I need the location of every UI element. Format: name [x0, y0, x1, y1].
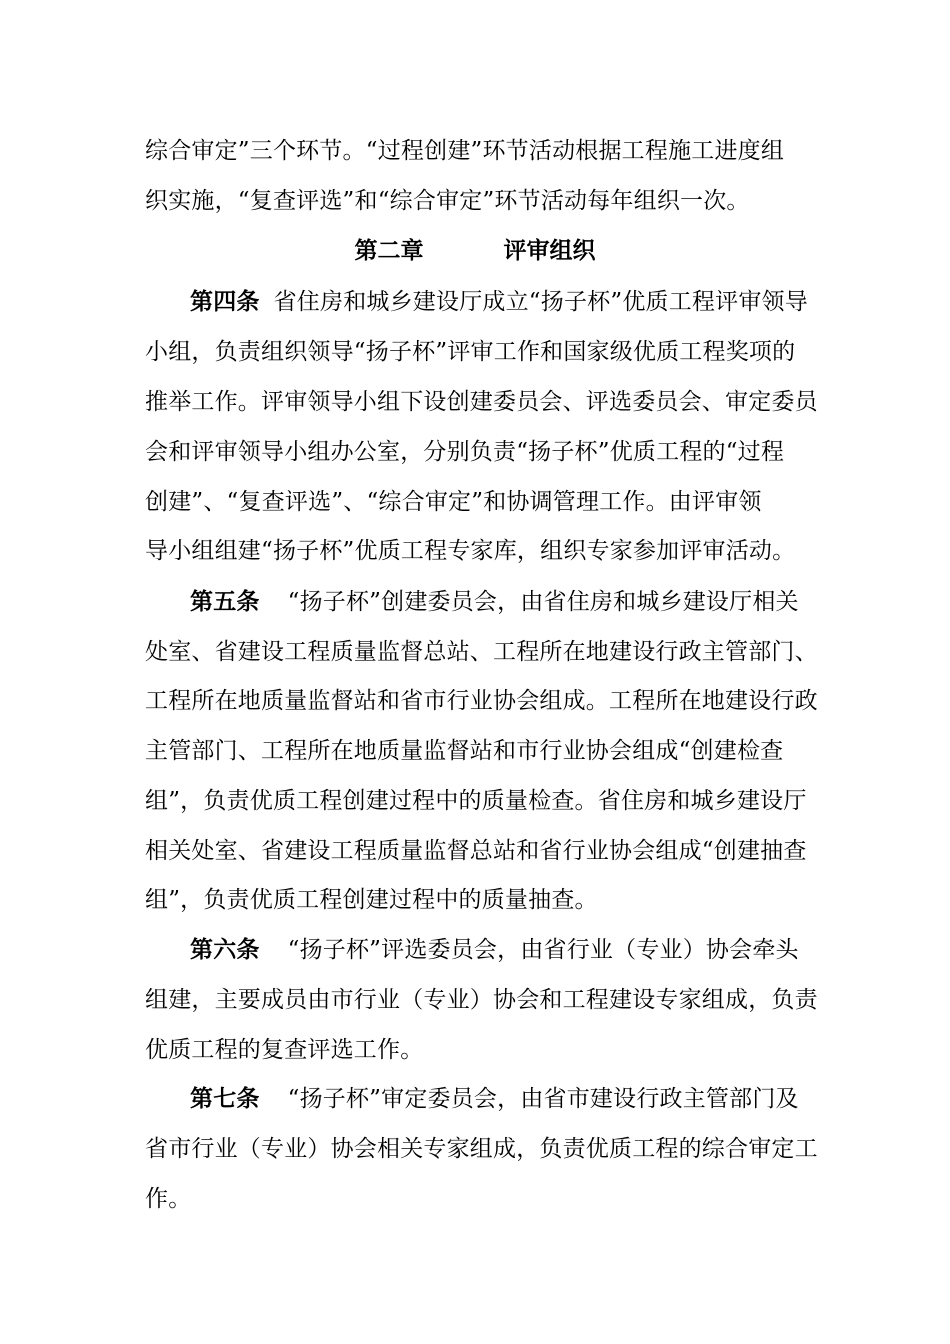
text-line: 小组，负责组织领导“扬子杯”评审工作和国家级优质工程奖项的 — [145, 339, 796, 365]
article-7-label: 第七条 — [190, 1085, 260, 1112]
text-line: 组”，负责优质工程创建过程中的质量检查。省住房和城乡建设厅 — [145, 788, 807, 814]
article-6-text: “扬子杯”评选委员会，由省行业（专业）协会牵头 — [287, 937, 799, 963]
article-5-text: “扬子杯”创建委员会，由省住房和城乡建设厅相关 — [287, 589, 799, 615]
text-line: 作。 — [145, 1186, 192, 1212]
text-line: 综合审定”三个环节。“过程创建”环节活动根据工程施工进度组 — [145, 138, 785, 164]
article-5-label: 第五条 — [190, 588, 260, 615]
article-7-first-line — [190, 1084, 805, 1114]
text-line: 导小组组建“扬子杯”优质工程专家库，组织专家参加评审活动。 — [145, 538, 796, 564]
article-4-first-line — [190, 287, 808, 317]
chapter-number: 第二章 — [354, 237, 424, 264]
article-7-text: “扬子杯”审定委员会，由省市建设行政主管部门及 — [287, 1086, 799, 1112]
text-line: 省市行业（专业）协会相关专家组成，负责优质工程的综合审定工 — [145, 1136, 818, 1162]
text-line: 会和评审领导小组办公室，分别负责“扬子杯”优质工程的“过程 — [145, 439, 785, 465]
article-6-first-line — [190, 935, 805, 965]
text-line: 推举工作。评审领导小组下设创建委员会、评选委员会、审定委员 — [145, 389, 818, 415]
article-5-first-line — [190, 587, 805, 617]
text-line: 组”，负责优质工程创建过程中的质量抽查。 — [145, 887, 598, 913]
text-line: 织实施，“复查评选”和“综合审定”环节活动每年组织一次。 — [145, 188, 750, 214]
chapter-title: 评审组织 — [503, 237, 596, 264]
text-line: 相关处室、省建设工程质量监督总站和省行业协会组成“创建抽查 — [145, 838, 807, 864]
text-line: 主管部门、工程所在地质量监督站和市行业协会组成“创建检查 — [145, 738, 784, 764]
text-line: 优质工程的复查评选工作。 — [145, 1037, 424, 1063]
article-4-text: 省住房和城乡建设厅成立“扬子杯”优质工程评审领导 — [273, 289, 808, 315]
text-line: 工程所在地质量监督站和省市行业协会组成。工程所在地建设行政 — [145, 688, 818, 714]
text-line: 创建”、“复查评选”、“综合审定”和协调管理工作。由评审领 — [145, 489, 762, 515]
text-line: 处室、省建设工程质量监督总站、工程所在地建设行政主管部门、 — [145, 639, 818, 665]
article-4-label: 第四条 — [190, 288, 260, 315]
text-line: 组建，主要成员由市行业（专业）协会和工程建设专家组成，负责 — [145, 987, 818, 1013]
chapter-heading — [0, 236, 950, 266]
article-6-label: 第六条 — [190, 936, 260, 963]
